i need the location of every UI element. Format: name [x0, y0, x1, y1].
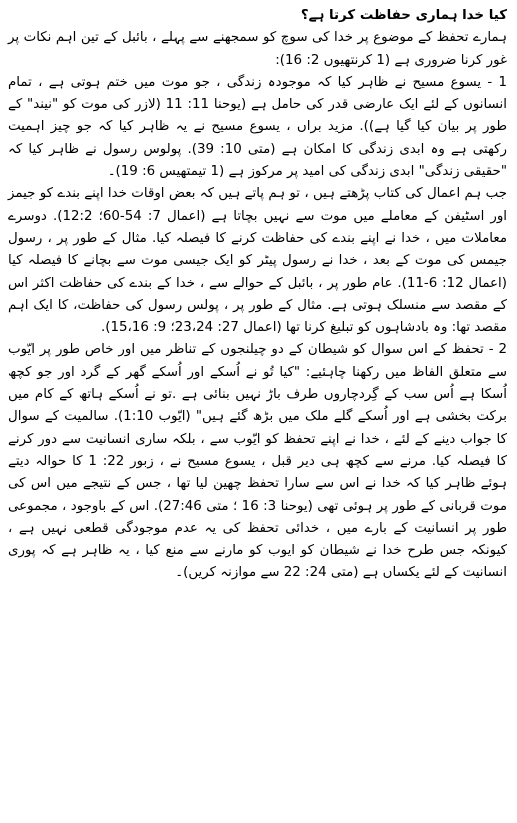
- point-one-paragraph: 1 - یسوع مسیح نے ظاہر کیا کہ موجودہ زندگی ، جو موت میں ختم ہوتی ہے ، تمام انسانوں کے لئے ایک عارضی قدر کی حامل ہے (یوحنا 11: 11 (لازر کی موت کو "نیند" کے طور پر بیان کیا گیا ہے)). مزید براں ، یسوع مسیح نے یہ ظاہر کیا کہ جو چیز اہمیت رکھتی ہے وہ ابدی زندگی کا امکان ہے (متی 10: 39). پولوس رسول نے ظاہر کیا کہ "حقیقی زندگی" ابدی زندگی کی امید پر مرکوز ہے (1 تیمتھیس 6: 19)۔: [8, 74, 507, 180]
- point-two-paragraph: 2 - تحفظ کے اس سوال کو شیطان کے دو چیلنجوں کے تناظر میں اور خاص طور پر ایّوب سے متعلق الفاظ میں رکھنا چاہئیے: "کیا تُو نے اُسکے اور اُسکے گھر کے گرد اور جو کچھ اُسکا ہے اُس سب کے گِردچاروں طرف باڑ نہیں بنائی ہے .تو نے اُسکے ہاتھ کے کام میں برکت بخشی ہے اور اُسکے گلے ملک میں بڑھ گئے ہیں" (ایّوب 1:10). سالمیت کے سوال کا جواب دینے کے لئے ، خدا نے اپنے تحفظ کو ایّوب سے ، بلکہ ساری انسانیت سے دور کرنے کا فیصلہ کیا. مرنے سے کچھ ہی دیر قبل ، یسوع مسیح نے ، زبور 22: 1 کا حوالہ دیتے ہوئے ظاہر کیا کہ خدا نے اس سے سارا تحفظ چھین لیا تھا ، جس کے نتیجے میں اس کی موت قربانی کے طور پر ہوئی تھی (یوحنا 3: 16 ؛ متی 27:46). اس کے باوجود ، مجموعی طور پر انسانیت کے بارے میں ، خدائی تحفظ کی یہ عدم موجودگی قطعی نہیں ہے ، کیونکہ جس طرح خدا نے شیطان کو ایوب کو مارنے سے منع کیا ، یہ ظاہر ہے کہ پوری انسانیت کے لئے یکساں ہے (متی 24: 22 سے موازنہ کریں)۔: [8, 342, 507, 581]
- acts-paragraph: جب ہم اعمال کی کتاب پڑھتے ہیں ، تو ہم پاتے ہیں کہ بعض اوقات خدا اپنے بندے کو جیمز اور اسٹیفن کے معاملے میں موت سے نہیں بچاتا ہے (اعمال 7: 54-60؛ 12:2). دوسرے معاملات میں ، خدا نے اپنے بندے کی حفاظت کرنے کا فیصلہ کیا. مثال کے طور پر ، رسول جیمس کی موت کے بعد ، خدا نے رسول پیٹر کو ایک جیسی موت سے بچانے کا فیصلہ کیا (اعمال 12: 6-11). عام طور پر ، بائبل کے حوالے سے ، خدا کے بندے کی حفاظت اکثر اس کے مقصد سے منسلک ہوتی ہے. مثال کے طور پر ، پولس رسول کی حفاظت، کا ایک اہم مقصد تھا: وہ بادشاہوں کو تبلیغ کرنا تھا (اعمال 27: 23،24؛ 9: 15،16).: [8, 186, 508, 336]
- intro-paragraph: ہمارے تحفظ کے موضوع پر خدا کی سوچ کو سمجھنے سے پہلے ، بائبل کے تین اہم نکات پر غور کرنا ضروری ہے (1 کرنتھیوں 2: 16):: [8, 30, 507, 68]
- article-title: کیا خدا ہماری حفاظت کرتا ہے؟: [300, 8, 507, 23]
